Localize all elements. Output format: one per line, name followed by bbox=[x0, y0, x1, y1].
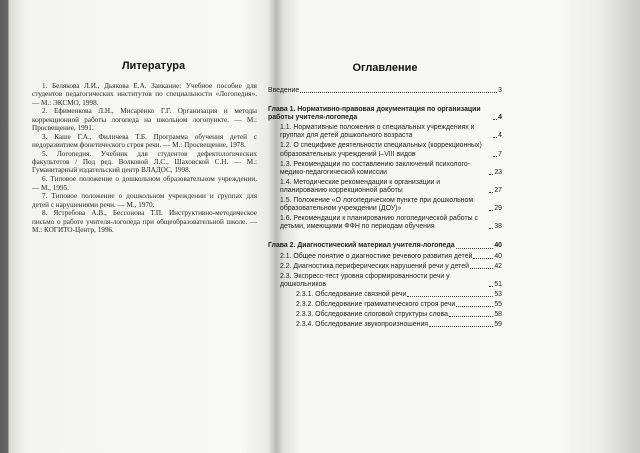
reference-item: 7. Типовое положение о дошкольном учреждении и группах для детей с нарушениями речи. — М., 1970. bbox=[32, 192, 257, 209]
toc-entry-text: 1.6. Рекомендации к планированию логопедической работы с детьми, имеющими ФФН по периодам обучения bbox=[280, 215, 478, 231]
toc-entry bbox=[268, 124, 502, 140]
toc-entry bbox=[268, 301, 502, 309]
toc-page-number: 4 bbox=[498, 114, 502, 122]
toc-page-number: 4 bbox=[498, 132, 502, 140]
dot-leader bbox=[493, 156, 497, 157]
dot-leader bbox=[300, 92, 497, 93]
toc-title: Оглавление bbox=[352, 62, 418, 74]
toc-page-number: 59 bbox=[494, 321, 502, 329]
dot-leader bbox=[407, 296, 493, 297]
toc-entry-text: 1.1. Нормативные положения о специальных учреждениях и группах для детей дошкольного возраста bbox=[280, 124, 475, 140]
toc-entry-text: 1.2. О специфике деятельности специальных (коррекционных) образовательных учреждений I–VIII видов bbox=[280, 142, 482, 158]
toc-page-number: 7 bbox=[498, 150, 502, 158]
toc-entry-text: 2.1. Общее понятие о диагностике речевого развития детей bbox=[280, 252, 473, 260]
dot-leader bbox=[493, 137, 497, 138]
toc-entry-text: 1.5. Положение «О логопедическом пункте при дошкольном образовательном учреждении (ДОУ)» bbox=[280, 197, 474, 213]
toc-page-number: 42 bbox=[494, 262, 502, 270]
toc-entry bbox=[268, 179, 502, 195]
toc-page-number: 38 bbox=[494, 223, 502, 231]
toc-entry-text: 2.2. Диагностика периферических нарушений речи у детей bbox=[280, 262, 469, 270]
toc-entry bbox=[268, 197, 502, 213]
toc-page-number: 40 bbox=[494, 242, 502, 250]
toc-entry-text: 1.3. Рекомендации по составлению заключений психолого-медико-педагогической комиссии bbox=[280, 160, 470, 176]
toc-entry bbox=[268, 87, 502, 95]
toc-page-number: 29 bbox=[494, 205, 502, 213]
literature-title: Литература bbox=[121, 60, 186, 72]
dot-leader bbox=[489, 174, 493, 175]
toc-entry bbox=[268, 253, 502, 261]
toc-entry bbox=[268, 311, 502, 319]
dot-leader bbox=[489, 286, 493, 287]
toc-page-number: 55 bbox=[494, 300, 502, 308]
toc-page-number: 53 bbox=[494, 290, 502, 298]
dot-leader bbox=[489, 192, 493, 193]
toc-entry-text: Введение bbox=[268, 87, 300, 94]
dot-leader bbox=[493, 119, 497, 120]
toc-entry bbox=[268, 161, 502, 177]
toc-entry-text: 2.3.3. Обследование слоговой структуры слова bbox=[296, 311, 448, 319]
toc-row-spacer bbox=[268, 329, 502, 331]
toc-entry-text: 2.3. Экспресс-тест уровня сформированности речи у дошкольников bbox=[280, 272, 450, 288]
toc-page-number: 23 bbox=[494, 168, 502, 176]
toc-spacer bbox=[268, 97, 502, 106]
toc-entry bbox=[268, 273, 502, 289]
dot-leader bbox=[473, 258, 493, 259]
toc-entry-text: 2.3.2. Обследование грамматического строя речи bbox=[296, 300, 456, 308]
toc-entry-text: 1.4. Методические рекомендации к организации и планированию коррекционной работы bbox=[280, 178, 441, 194]
dot-leader bbox=[489, 210, 493, 211]
reference-item: 5. Логопедия. Учебник для студентов дефектологических факультетов / Под ред. Волковой Л.С., Шаховской С.Н. — М.: Гуманитарный издательский центр ВЛАДОС, 1998. bbox=[32, 149, 257, 175]
toc-page-number: 27 bbox=[494, 186, 502, 194]
toc-chapter-entry bbox=[268, 106, 502, 122]
reference-item: 8. Ястребова А.В., Бессонова Т.П. Инструктивно-методическое письмо о работе учителя-логопеда при общеобразовательной школе. — М.: КОГИТО-Центр, 1996. bbox=[32, 209, 257, 235]
toc-page-number: 40 bbox=[494, 252, 502, 260]
toc-page-number: 58 bbox=[494, 311, 502, 319]
reference-item: 1. Белякова Л.И., Дьякова Е.А. Заикание: Учебное пособие для студентов педагогических институтов по специальности «Логопедия». — М.: ЭКСМО, 1998. bbox=[32, 82, 257, 107]
toc-entry bbox=[268, 321, 502, 329]
toc-list bbox=[268, 87, 502, 331]
toc-entry bbox=[268, 291, 502, 299]
toc-entry bbox=[268, 263, 502, 271]
dot-leader bbox=[470, 268, 493, 269]
toc-entry-text: 2.3.1. Обследование связной речи bbox=[296, 290, 407, 298]
toc-entry-text: Глава 2. Диагностический материал учителя-логопеда bbox=[268, 242, 455, 250]
literature-page bbox=[32, 60, 257, 235]
dot-leader bbox=[429, 326, 493, 327]
toc-entry-text: 2.3.4. Обследование звукопроизношения bbox=[296, 321, 429, 329]
toc-entry bbox=[268, 215, 502, 231]
dot-leader bbox=[489, 228, 493, 229]
toc-page bbox=[268, 62, 502, 331]
reference-list bbox=[32, 82, 257, 234]
reference-item: 6. Типовое положение о дошкольном образовательном учреждении. — М., 1995. bbox=[32, 175, 257, 192]
dot-leader bbox=[449, 316, 493, 317]
reference-item: 3. Каше Г.А., Филичева Т.Б. Программа обучения детей с недоразвитием фонетического строя речи. — М.: Просвещение, 1978. bbox=[32, 132, 257, 150]
toc-entry bbox=[268, 142, 502, 158]
dot-leader bbox=[456, 248, 494, 249]
reference-item: 2. Ефименкова Л.Н., Мисаренко Г.Г. Организация и методы коррекционной работы логопеда на школьном логопункте. — М.: Просвещение, 1991. bbox=[32, 107, 257, 132]
toc-chapter-entry bbox=[268, 242, 502, 250]
toc-page-number: 51 bbox=[494, 280, 502, 288]
dot-leader bbox=[456, 306, 493, 307]
toc-page-number: 3 bbox=[498, 87, 502, 94]
toc-entry-text: Глава 1. Нормативно-правовая документация по организации работы учителя-логопеда bbox=[268, 106, 481, 122]
